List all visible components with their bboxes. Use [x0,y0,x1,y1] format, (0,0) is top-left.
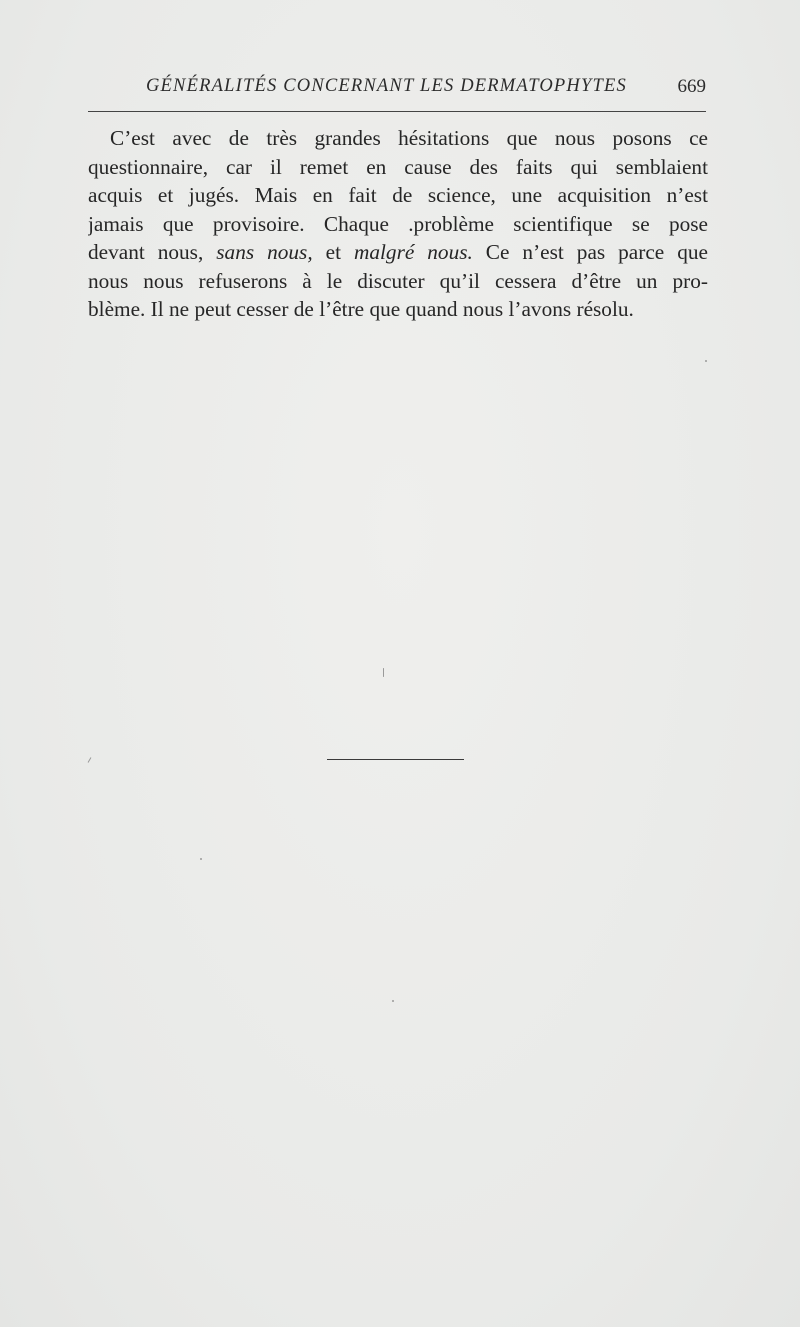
running-head [88,76,708,102]
text-line [88,238,708,267]
text-run: et [312,240,354,264]
italic-phrase: malgré nous. [353,240,473,264]
text-line: nous nous refuserons à le discuter qu’il cessera d’être un pro- [88,268,708,293]
print-mark [383,668,384,677]
running-title: GÉNÉRALITÉS CONCERNANT LES DERMATOPHYTES [146,76,627,96]
print-mark [200,858,202,860]
section-end-rule [327,759,464,760]
header-rule [88,111,706,112]
text-line: blème. Il ne peut cesser de l’être que quand nous l’avons résolu. [88,297,634,321]
page-number: 669 [677,76,706,97]
body-paragraph [88,124,708,324]
italic-phrase: sans nous, [216,240,313,264]
print-mark [88,757,92,763]
text-line: C’est avec de très grandes hésitations que nous posons ce [110,126,708,150]
text-run: devant nous, [88,240,217,264]
print-mark [392,1000,394,1002]
print-mark [705,360,707,362]
text-run: Ce n’est pas parce que [472,240,708,264]
text-line: acquis et jugés. Mais en fait de science, une acquisition n’est [88,183,708,207]
text-line: jamais que provisoire. Chaque .problème scientifique se pose [88,211,708,236]
text-line: questionnaire, car il remet en cause des faits qui semblaient [88,154,708,179]
